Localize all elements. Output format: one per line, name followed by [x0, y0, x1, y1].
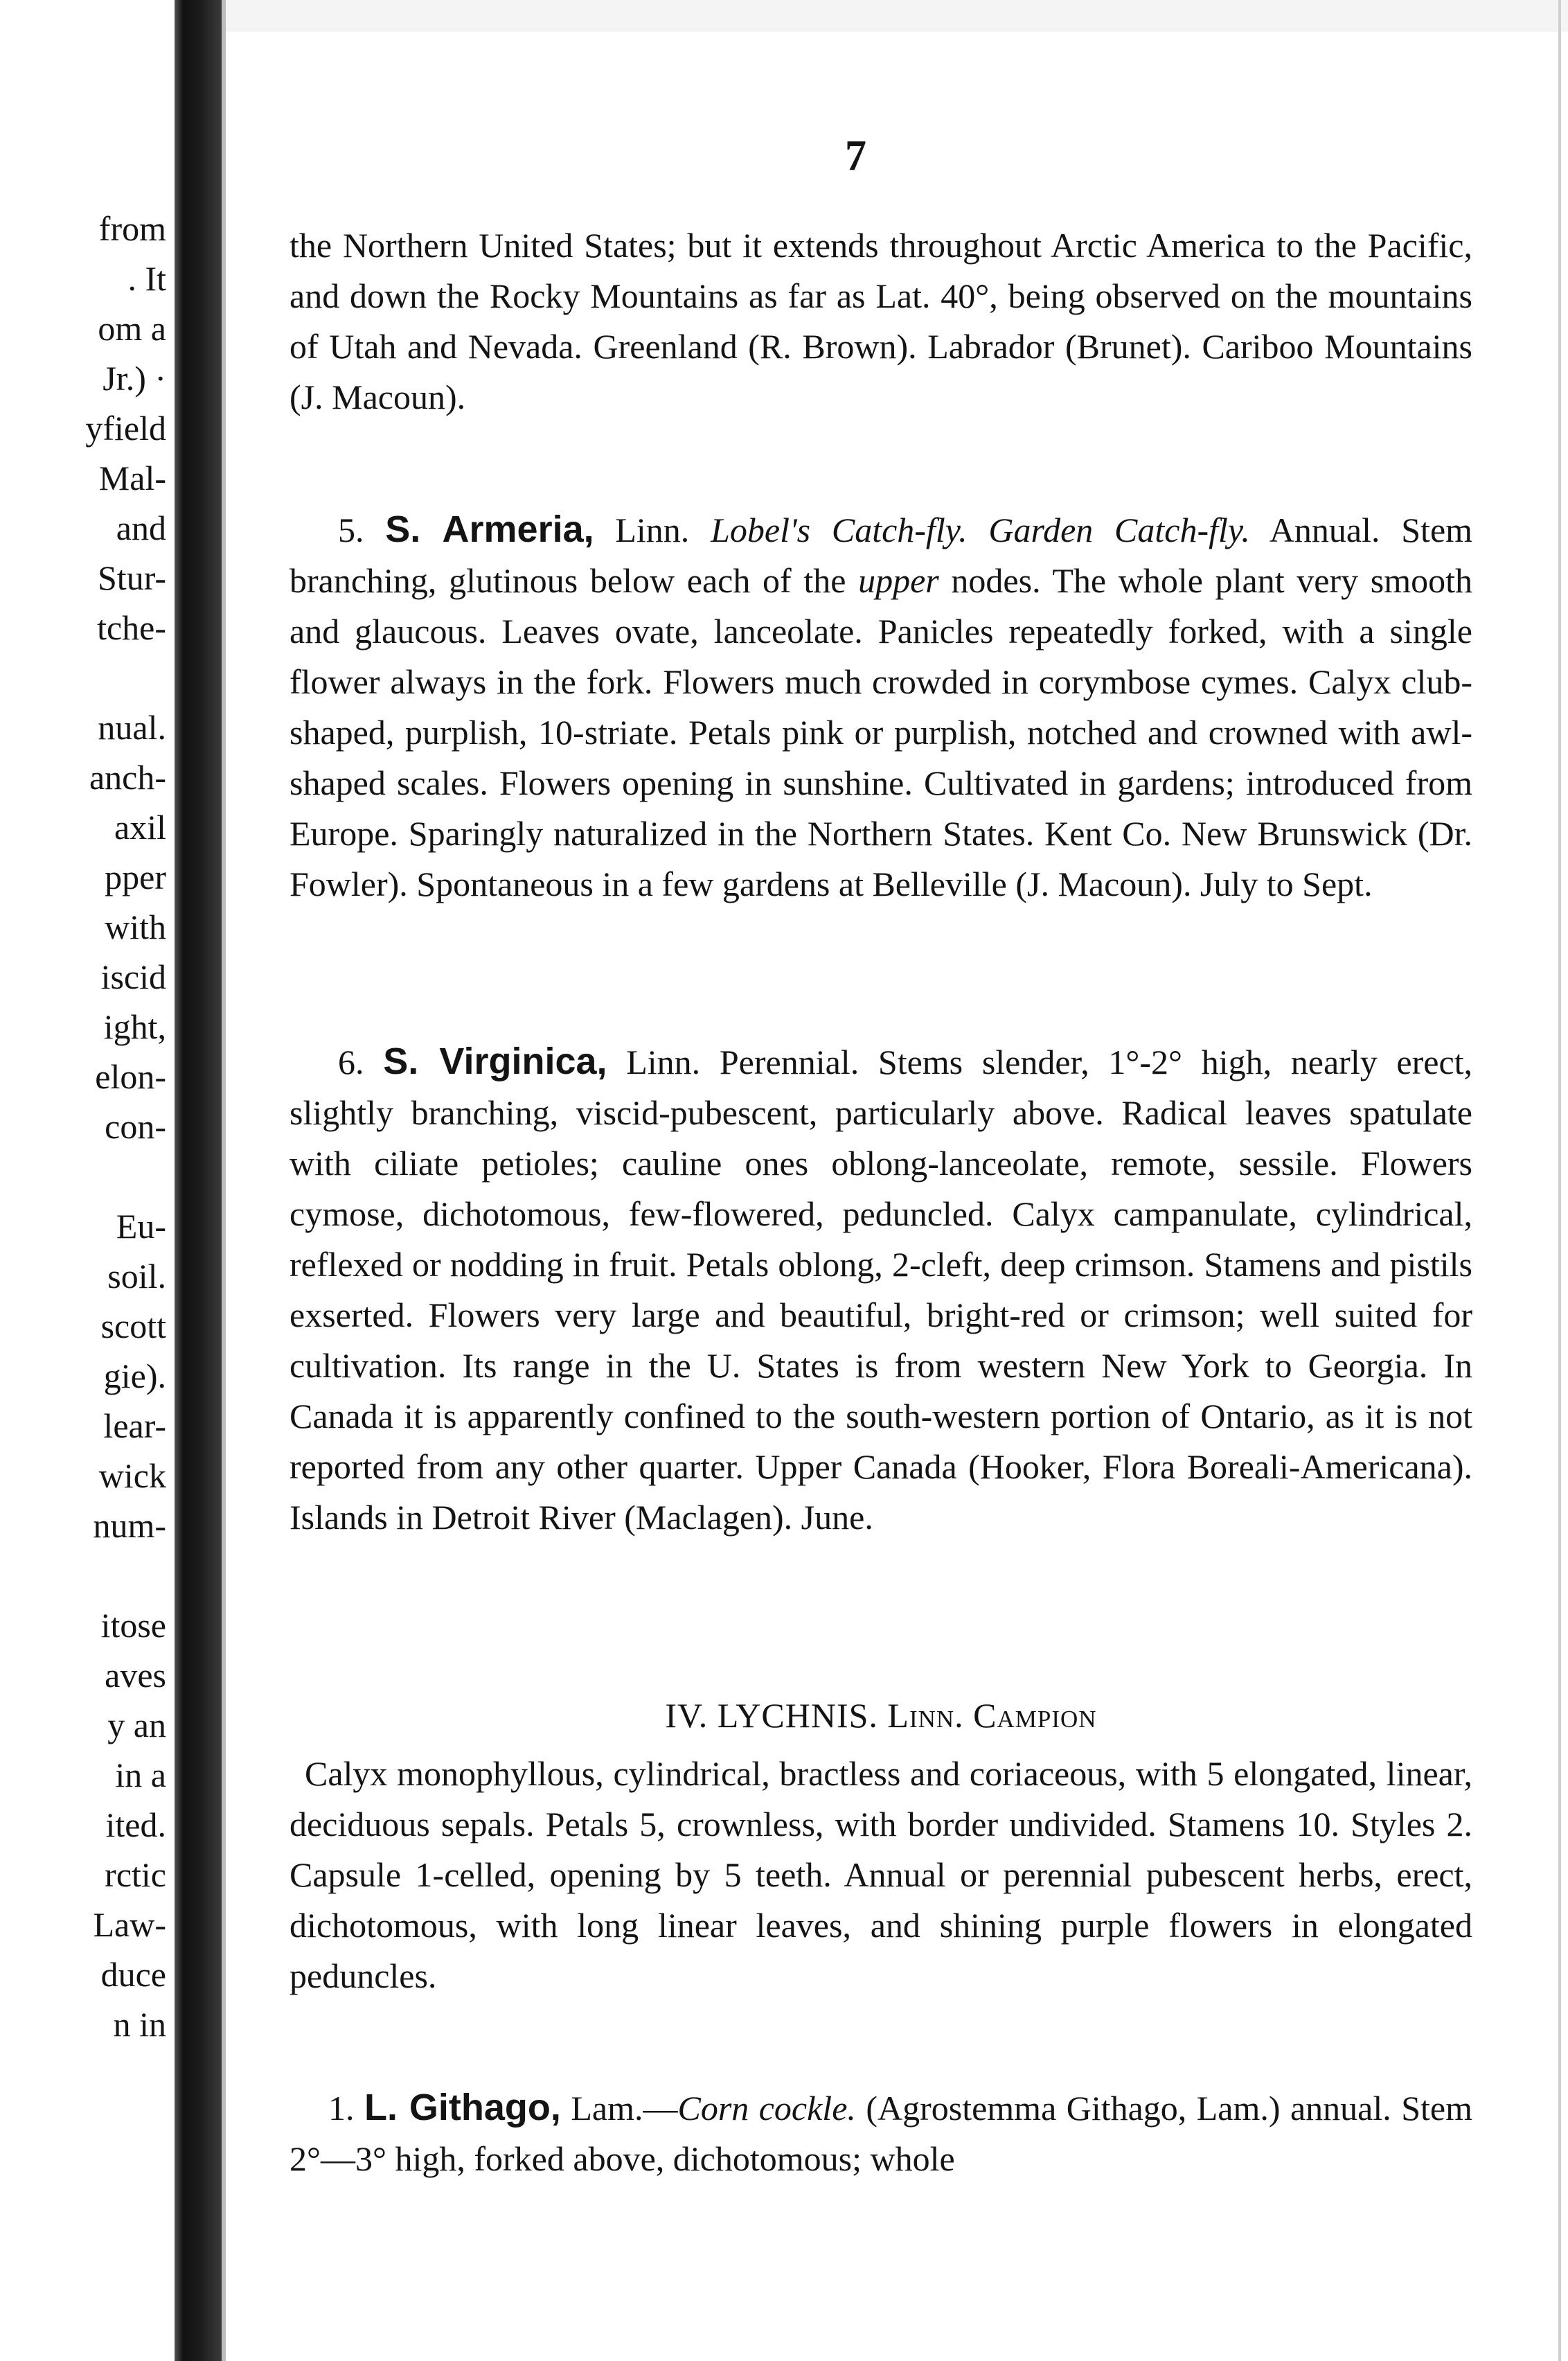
- top-margin: [226, 0, 1568, 32]
- species-text: (Agrostemma Githago, Lam.) annual. Stem 2°—3° high, forked above, dichotomous; whole: [289, 2089, 1472, 2178]
- common-name: Corn cockle.: [677, 2089, 856, 2128]
- species-authority: Linn.: [626, 1043, 701, 1081]
- book-gutter: [175, 0, 222, 2361]
- left-page-text-fragment: elon-: [95, 1057, 166, 1096]
- emphasis-text: upper: [858, 561, 939, 600]
- species-number: 1.: [328, 2089, 355, 2128]
- species-name: S. Armeria,: [385, 509, 594, 550]
- left-page-text-fragment: and: [116, 509, 166, 547]
- left-page-text-fragment: soil.: [107, 1257, 166, 1296]
- page-number: 7: [845, 132, 866, 179]
- right-page-edge: [1558, 0, 1561, 2361]
- left-page-text-fragment: rctic: [105, 1855, 166, 1894]
- genus-description: Calyx monophyllous, cylindrical, bractless and coriaceous, with 5 elongated, linear, deciduous sepals. Petals 5, crownless, with border undivided. Stamens 10. Styles 2. Capsule 1-celled, opening by 5 teeth. Annual or perennial pubescent herbs, erect, dichotomous, with long linear leaves, and shining purple flowers in elongated peduncles.: [289, 1754, 1472, 1995]
- left-page-text-fragment: wick: [98, 1456, 166, 1495]
- species-authority: Lam.—: [571, 2089, 678, 2128]
- continuation-paragraph: the Northern United States; but it extends throughout Arctic America to the Pacific, and down the Rocky Mountains as far as Lat. 40°, being observed on the mountains of Utah and Nevada. Greenland (R. Brown). Labrador (Brunet). Cariboo Mountains (J. Macoun).: [289, 226, 1472, 416]
- left-page-text-fragment: pper: [105, 858, 166, 896]
- page-edge: [222, 0, 226, 2361]
- species-text: Perennial. Stems slender, 1°-2° high, nearly erect, slightly branching, viscid-pubescent, particularly above. Radical leaves spatulate with ciliate petioles; cauline ones oblong-lanceolate, remote, sessile. Flowers cymose, dichotomous, few-flowered, peduncled. Calyx campanulate, cylindrical, reflexed or nodding in fruit. Petals oblong, 2-cleft, deep crimson. Stamens and pistils exserted. Flowers very large and beautiful, bright-red or crimson; well suited for cultivation. Its range in the U. States is from western New York to Georgia. In Canada it is apparently confined to the south-western portion of Ontario, as it is not reported from any other quarter. Upper Canada (Hooker, Flora Boreali-Americana). Islands in Detroit River (Maclagen). June.: [289, 1043, 1473, 1537]
- left-page-text-fragment: from: [98, 209, 166, 248]
- left-page-text-fragment: with: [105, 908, 166, 946]
- left-page-text-fragment: nual.: [98, 708, 166, 747]
- left-page-text-fragment: lear-: [103, 1406, 166, 1445]
- left-page-text-fragment: aves: [105, 1656, 166, 1695]
- left-page-text-fragment: iscid: [100, 957, 166, 996]
- left-page-text-fragment: Mal-: [98, 459, 166, 497]
- left-page-text-fragment: ight,: [103, 1007, 166, 1046]
- species-virginica-entry: [289, 1036, 1472, 1543]
- genus-authority: Linn.: [887, 1696, 964, 1735]
- left-page-text-fragment: Jr.) ·: [103, 359, 166, 398]
- genus-name: LYCHNIS.: [717, 1696, 878, 1735]
- left-page-text-fragment: Stur-: [98, 558, 166, 597]
- left-page-text-fragment: itose: [100, 1606, 166, 1645]
- left-page-text-fragment: tche-: [97, 608, 166, 647]
- left-page-text-fragment: om a: [98, 309, 166, 348]
- left-page-text-fragment: in a: [115, 1756, 166, 1794]
- genus-numeral: IV.: [665, 1696, 709, 1735]
- left-page-text-fragment: axil: [114, 808, 166, 847]
- common-name: Lobel's Catch-fly. Garden Catch-fly.: [711, 511, 1250, 549]
- species-text-cont: nodes. The whole plant very smooth and glaucous. Leaves ovate, lanceolate. Panicles repeatedly forked, with a single flower always in the fork. Flowers much crowded in corymbose cymes. Calyx club-shaped, purplish, 10-striate. Petals pink or purplish, notched and crowned with awl-shaped scales. Flowers opening in sunshine. Cultivated in gardens; introduced from Europe. Sparingly naturalized in the Northern States. Kent Co. New Brunswick (Dr. Fowler). Spontaneous in a few gardens at Belleville (J. Macoun). July to Sept.: [289, 561, 1473, 903]
- species-armeria-entry: [289, 504, 1472, 910]
- left-page-text-fragment: ited.: [105, 1805, 166, 1844]
- left-page-text-fragment: Law-: [93, 1905, 166, 1944]
- left-page-text-fragment: anch-: [89, 758, 166, 797]
- genus-heading: [289, 1690, 1472, 1741]
- left-page-text-fragment: gie).: [103, 1356, 166, 1395]
- species-number: 5.: [338, 511, 364, 549]
- left-page-text-fragment: y an: [107, 1706, 166, 1744]
- left-page-text-fragment: num-: [93, 1506, 166, 1545]
- left-page-text-fragment: con-: [105, 1107, 166, 1146]
- species-name: S. Virginica,: [383, 1041, 607, 1082]
- left-page-text-fragment: Eu-: [116, 1207, 166, 1246]
- left-page-text-fragment: n in: [113, 2005, 166, 2044]
- left-page-text-fragment: yfield: [85, 409, 166, 448]
- left-page-text-fragment: scott: [100, 1307, 166, 1345]
- left-page-text-fragment: . It: [127, 259, 166, 298]
- facing-page-fragment: [0, 0, 175, 2361]
- species-name: L. Githago,: [364, 2087, 561, 2128]
- species-number: 6.: [338, 1043, 364, 1081]
- species-githago-entry: [289, 2083, 1472, 2184]
- species-text: Annual. Stem branching, glutinous below each of the: [289, 511, 1473, 600]
- species-authority: Linn.: [615, 511, 690, 549]
- left-page-text-fragment: duce: [100, 1955, 166, 1994]
- genus-common-name: Campion: [973, 1696, 1097, 1735]
